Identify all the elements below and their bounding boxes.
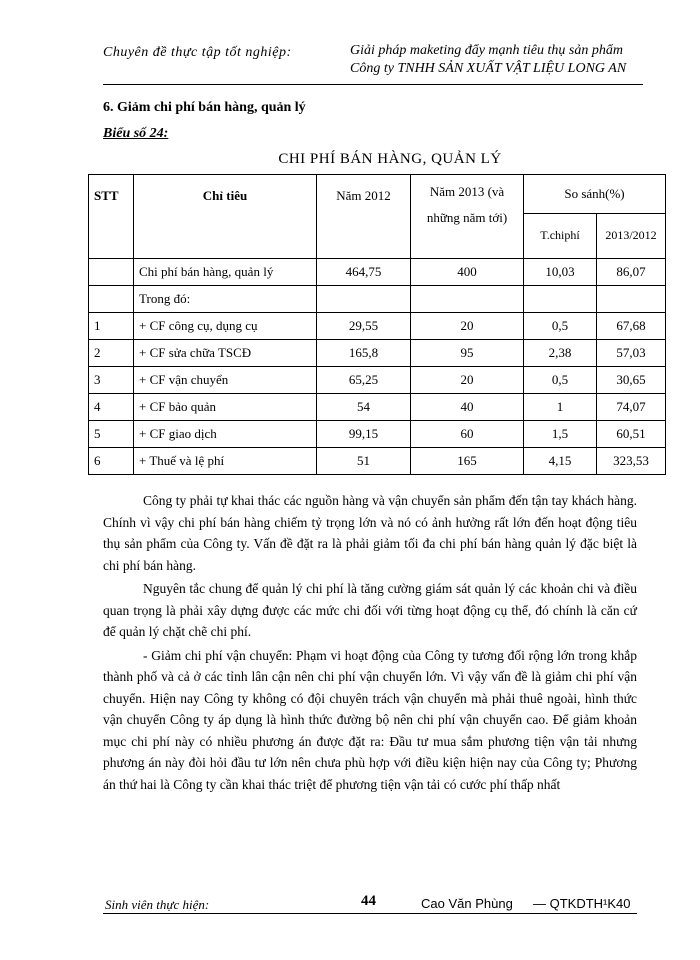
footer-student-label: Sinh viên thực hiện: <box>105 897 210 912</box>
cell-ratio: 323,53 <box>597 448 666 475</box>
header-2013: Năm 2013 (và những năm tới) <box>411 175 524 259</box>
table-row <box>89 394 666 421</box>
header-2012: Năm 2012 <box>317 175 411 259</box>
page-number: 44 <box>361 893 376 909</box>
table-row <box>89 340 666 367</box>
cell-2012 <box>317 286 411 313</box>
section-title: 6. Giảm chi phí bán hàng, quản lý <box>103 100 306 115</box>
header-right-line-1: Giải pháp maketing đẩy mạnh tiêu thụ sản phẩm <box>350 43 623 58</box>
header-right-line-2: Công ty TNHH SẢN XUẤT VẬT LIỆU LONG AN <box>350 61 627 76</box>
table-row <box>89 448 666 475</box>
header-tchiphi: T.chiphí <box>524 213 597 259</box>
cell-ratio: 30,65 <box>597 367 666 394</box>
table-row <box>89 313 666 340</box>
cell-ratio: 86,07 <box>597 259 666 286</box>
cell-ratio: 67,68 <box>597 313 666 340</box>
cell-name: + CF sửa chữa TSCĐ <box>134 340 317 367</box>
cell-2012: 165,8 <box>317 340 411 367</box>
header-name: Chỉ tiêu <box>134 175 317 259</box>
table-title-text: CHI PHÍ BÁN HÀNG, QUẢN LÝ <box>278 151 502 167</box>
cell-2013: 400 <box>411 259 524 286</box>
cell-tchiphi: 4,15 <box>524 448 597 475</box>
cell-2013: 40 <box>411 394 524 421</box>
cell-ratio: 60,51 <box>597 421 666 448</box>
cell-stt: 5 <box>89 421 134 448</box>
footer-author: Cao Văn Phùng <box>421 896 513 911</box>
cell-ratio: 57,03 <box>597 340 666 367</box>
cell-2012: 65,25 <box>317 367 411 394</box>
cell-2012: 464,75 <box>317 259 411 286</box>
cell-name: Chi phí bán hàng, quản lý <box>134 259 317 286</box>
cost-table <box>88 174 666 475</box>
cell-2012: 29,55 <box>317 313 411 340</box>
cell-tchiphi: 0,5 <box>524 367 597 394</box>
cell-stt: 4 <box>89 394 134 421</box>
cell-ratio: 74,07 <box>597 394 666 421</box>
cell-2013: 60 <box>411 421 524 448</box>
cell-2012: 54 <box>317 394 411 421</box>
table-row <box>89 259 666 286</box>
cell-name: + CF công cụ, dụng cụ <box>134 313 317 340</box>
table-row <box>89 286 666 313</box>
cell-name: + Thuế và lệ phí <box>134 448 317 475</box>
table-title <box>0 151 700 168</box>
paragraph: Công ty phải tự khai thác các nguồn hàng và vận chuyển sản phẩm đến tận tay khách hàng. Chính vì vậy chi phí bán hàng chiếm tỷ trọng lớn và nó có ảnh hưởng rất lớn đến hoạt động tiêu thụ sản phẩm của Công ty. Vấn đề đặt ra là phải giảm tối đa chi phí bán hàng quản lý đặc biệt là chi phí bán hàng. <box>103 493 637 573</box>
chart-label: Biểu số 24: <box>103 126 169 141</box>
cell-tchiphi: 1,5 <box>524 421 597 448</box>
table-row <box>89 367 666 394</box>
cell-stt: 2 <box>89 340 134 367</box>
paragraph: Nguyên tắc chung để quản lý chi phí là tăng cường giám sát quản lý các khoản chi và điều quan trọng là phải xây dựng được các mức chi đối với từng hoạt động cụ thể, đó chính là căn cứ để quản lý chặt chẽ chi phí. <box>103 581 637 639</box>
cell-tchiphi: 1 <box>524 394 597 421</box>
cell-stt <box>89 286 134 313</box>
cell-stt: 3 <box>89 367 134 394</box>
paragraph: - Giảm chi phí vận chuyển: Phạm vi hoạt động của Công ty tương đối rộng lớn trong khắp thành phố và cả ở các tỉnh lân cận nên chi phí vận chuyển lớn. Vì vậy vấn đề là giảm chi phí vận chuyển. Hiện nay Công ty không có đội chuyên trách vận chuyển mà phải thuê ngoài, hình thức vận chuyển Công ty áp dụng là hình thức đường bộ nên chi phí vận chuyển cao. Để giảm khoản mục chi phí này có nhiều phương án được đặt ra: Đầu tư mua sắm phương tiện vận tải nhưng phương án này đòi hỏi đầu tư lớn nên chưa phù hợp với điều kiện hiện nay của Công ty; Phương án thứ hai là Công ty cần khai thác triệt để phương tiện vận tải có cước phí thấp nhất <box>103 647 637 792</box>
cell-tchiphi: 10,03 <box>524 259 597 286</box>
table-row <box>89 421 666 448</box>
page-footer <box>103 893 637 914</box>
cell-2013: 165 <box>411 448 524 475</box>
cell-2013: 95 <box>411 340 524 367</box>
cell-tchiphi <box>524 286 597 313</box>
cell-stt: 1 <box>89 313 134 340</box>
page-header <box>103 42 643 85</box>
cell-name: + CF giao dịch <box>134 421 317 448</box>
cell-name: + CF bảo quản <box>134 394 317 421</box>
cell-2013: 20 <box>411 367 524 394</box>
header-ratio: 2013/2012 <box>597 213 666 259</box>
cell-stt: 6 <box>89 448 134 475</box>
cell-name: + CF vận chuyển <box>134 367 317 394</box>
body-text <box>103 490 637 795</box>
header-right-title <box>350 42 626 78</box>
cell-tchiphi: 2,38 <box>524 340 597 367</box>
header-compare: So sánh(%) <box>524 175 666 214</box>
footer-class: — QTKDTH¹K40 <box>533 896 631 911</box>
cell-ratio <box>597 286 666 313</box>
cell-2013: 20 <box>411 313 524 340</box>
cell-stt <box>89 259 134 286</box>
cell-2013 <box>411 286 524 313</box>
cell-name: Trong đó: <box>134 286 317 313</box>
cell-2012: 51 <box>317 448 411 475</box>
cell-2012: 99,15 <box>317 421 411 448</box>
header-left-title: Chuyên đề thực tập tốt nghiệp: <box>103 45 292 60</box>
cell-tchiphi: 0,5 <box>524 313 597 340</box>
header-stt: STT <box>89 175 134 259</box>
